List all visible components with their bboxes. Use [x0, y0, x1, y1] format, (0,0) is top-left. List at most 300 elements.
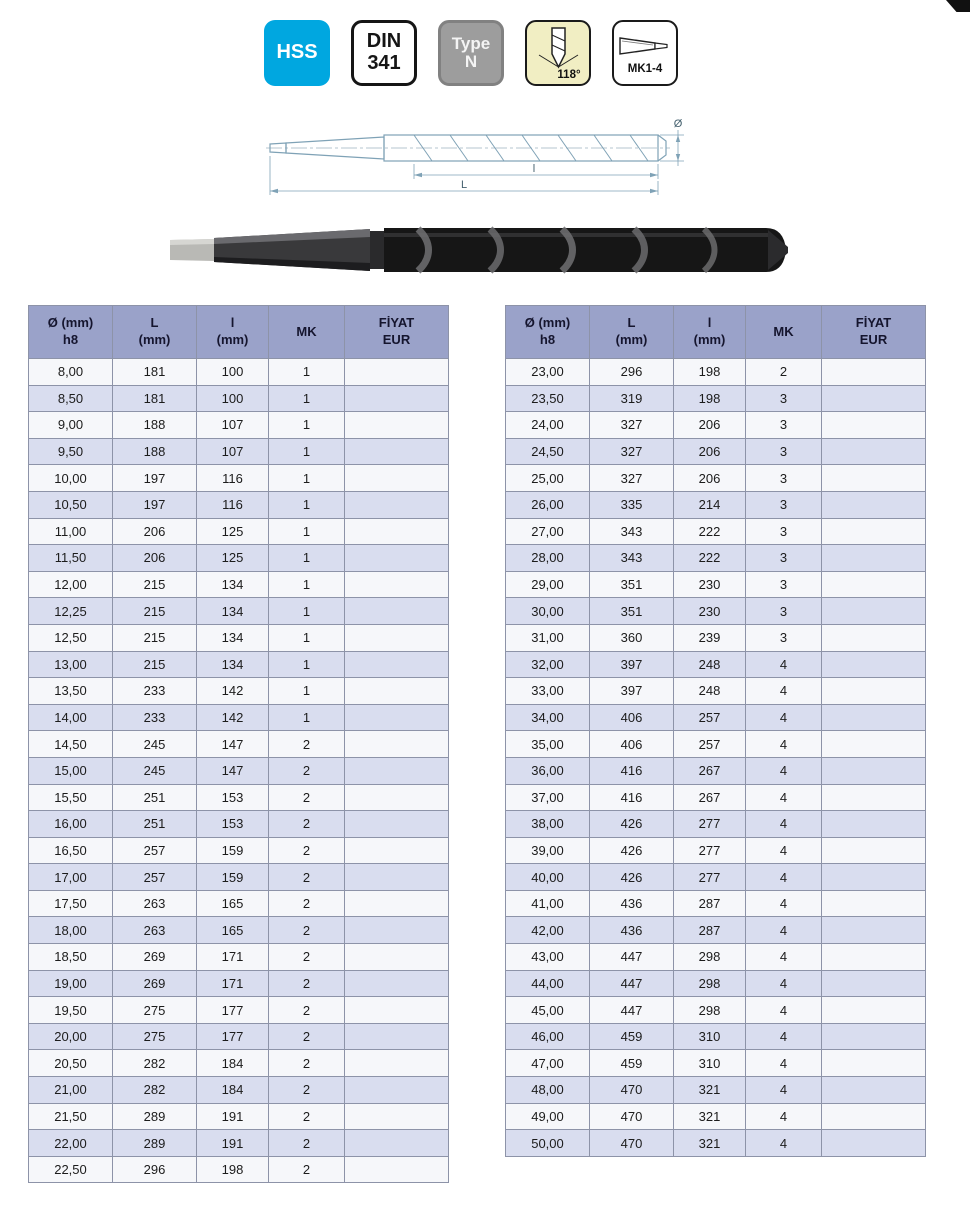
value-cell: 2	[269, 1050, 345, 1077]
value-cell: 134	[197, 598, 269, 625]
value-cell: 2	[269, 1156, 345, 1183]
value-cell: 4	[746, 1050, 822, 1077]
value-cell: 4	[746, 651, 822, 678]
value-cell: 1	[269, 385, 345, 412]
value-cell: 4	[746, 811, 822, 838]
value-cell: 351	[590, 598, 674, 625]
price-cell	[345, 917, 449, 944]
value-cell: 470	[590, 1103, 674, 1130]
table-row	[506, 571, 926, 598]
price-cell	[345, 1023, 449, 1050]
table-row	[506, 598, 926, 625]
value-cell: 447	[590, 944, 674, 971]
price-cell	[822, 917, 926, 944]
table-row	[29, 1023, 449, 1050]
size-table-left	[28, 305, 449, 1183]
value-cell: 45,00	[506, 997, 590, 1024]
value-cell: 3	[746, 412, 822, 439]
table-row	[29, 571, 449, 598]
value-cell: 257	[113, 864, 197, 891]
value-cell: 245	[113, 757, 197, 784]
value-cell: 360	[590, 624, 674, 651]
value-cell: 257	[674, 704, 746, 731]
price-cell	[345, 784, 449, 811]
badge-row	[264, 20, 678, 86]
value-cell: 12,00	[29, 571, 113, 598]
value-cell: 191	[197, 1130, 269, 1157]
price-cell	[822, 837, 926, 864]
table-row	[506, 385, 926, 412]
price-cell	[345, 624, 449, 651]
value-cell: 277	[674, 811, 746, 838]
table-row	[506, 917, 926, 944]
value-cell: 24,00	[506, 412, 590, 439]
value-cell: 248	[674, 678, 746, 705]
table-row	[29, 784, 449, 811]
table-row	[506, 1077, 926, 1104]
col-header-total-length: L (mm)	[113, 306, 197, 359]
table-row	[506, 837, 926, 864]
value-cell: 2	[269, 1130, 345, 1157]
value-cell: 2	[269, 890, 345, 917]
value-cell: 335	[590, 491, 674, 518]
type-n-badge	[438, 20, 504, 86]
value-cell: 275	[113, 997, 197, 1024]
price-cell	[822, 864, 926, 891]
table-row	[29, 1050, 449, 1077]
table-row	[29, 438, 449, 465]
value-cell: 1	[269, 545, 345, 572]
value-cell: 142	[197, 704, 269, 731]
table-row	[29, 864, 449, 891]
point-angle-label: 118°	[557, 69, 581, 81]
table-row	[506, 731, 926, 758]
table-row	[506, 704, 926, 731]
value-cell: 18,00	[29, 917, 113, 944]
price-cell	[822, 1103, 926, 1130]
value-cell: 3	[746, 571, 822, 598]
value-cell: 125	[197, 545, 269, 572]
value-cell: 397	[590, 651, 674, 678]
price-cell	[345, 518, 449, 545]
price-cell	[345, 704, 449, 731]
value-cell: 11,00	[29, 518, 113, 545]
value-cell: 191	[197, 1103, 269, 1130]
value-cell: 1	[269, 491, 345, 518]
price-cell	[822, 1050, 926, 1077]
din-341-badge	[351, 20, 417, 86]
value-cell: 12,50	[29, 624, 113, 651]
value-cell: 8,50	[29, 385, 113, 412]
value-cell: 343	[590, 545, 674, 572]
value-cell: 25,00	[506, 465, 590, 492]
value-cell: 287	[674, 890, 746, 917]
value-cell: 197	[113, 465, 197, 492]
table-row	[506, 412, 926, 439]
table-body-right	[506, 359, 926, 1157]
value-cell: 4	[746, 837, 822, 864]
price-cell	[822, 890, 926, 917]
value-cell: 181	[113, 385, 197, 412]
value-cell: 2	[269, 917, 345, 944]
price-cell	[822, 731, 926, 758]
value-cell: 134	[197, 624, 269, 651]
value-cell: 1	[269, 518, 345, 545]
value-cell: 22,00	[29, 1130, 113, 1157]
col-header-price: FİYAT EUR	[345, 306, 449, 359]
value-cell: 233	[113, 704, 197, 731]
value-cell: 436	[590, 890, 674, 917]
table-row	[29, 997, 449, 1024]
table-row	[506, 944, 926, 971]
table-header	[506, 306, 926, 359]
value-cell: 188	[113, 412, 197, 439]
price-cell	[822, 359, 926, 386]
value-cell: 2	[269, 837, 345, 864]
value-cell: 30,00	[506, 598, 590, 625]
value-cell: 177	[197, 1023, 269, 1050]
value-cell: 14,00	[29, 704, 113, 731]
value-cell: 263	[113, 917, 197, 944]
price-cell	[822, 465, 926, 492]
value-cell: 321	[674, 1103, 746, 1130]
col-header-flute-length: l (mm)	[197, 306, 269, 359]
value-cell: 4	[746, 917, 822, 944]
value-cell: 28,00	[506, 545, 590, 572]
price-cell	[822, 491, 926, 518]
value-cell: 159	[197, 837, 269, 864]
table-row	[29, 1103, 449, 1130]
price-cell	[345, 1130, 449, 1157]
value-cell: 215	[113, 571, 197, 598]
col-header-total-length: L (mm)	[590, 306, 674, 359]
value-cell: 22,50	[29, 1156, 113, 1183]
value-cell: 153	[197, 811, 269, 838]
value-cell: 4	[746, 704, 822, 731]
value-cell: 198	[197, 1156, 269, 1183]
value-cell: 4	[746, 731, 822, 758]
drill-point-icon	[528, 23, 588, 83]
value-cell: 2	[269, 1077, 345, 1104]
value-cell: 257	[674, 731, 746, 758]
price-cell	[345, 678, 449, 705]
value-cell: 134	[197, 651, 269, 678]
value-cell: 239	[674, 624, 746, 651]
value-cell: 4	[746, 890, 822, 917]
value-cell: 2	[269, 944, 345, 971]
value-cell: 436	[590, 917, 674, 944]
value-cell: 35,00	[506, 731, 590, 758]
value-cell: 263	[113, 890, 197, 917]
value-cell: 245	[113, 731, 197, 758]
value-cell: 46,00	[506, 1023, 590, 1050]
table-row	[29, 545, 449, 572]
value-cell: 8,00	[29, 359, 113, 386]
value-cell: 447	[590, 970, 674, 997]
value-cell: 206	[674, 412, 746, 439]
value-cell: 23,50	[506, 385, 590, 412]
value-cell: 206	[113, 545, 197, 572]
value-cell: 165	[197, 917, 269, 944]
flute-length-label: l	[532, 163, 536, 175]
value-cell: 3	[746, 624, 822, 651]
value-cell: 177	[197, 997, 269, 1024]
value-cell: 459	[590, 1050, 674, 1077]
drill-photo	[168, 210, 793, 295]
value-cell: 416	[590, 784, 674, 811]
table-row	[29, 624, 449, 651]
value-cell: 116	[197, 465, 269, 492]
price-cell	[822, 811, 926, 838]
price-cell	[822, 571, 926, 598]
value-cell: 159	[197, 864, 269, 891]
table-row	[29, 491, 449, 518]
size-table-right	[505, 305, 926, 1157]
table-row	[506, 1050, 926, 1077]
table-row	[29, 704, 449, 731]
table-row	[29, 465, 449, 492]
table-row	[29, 678, 449, 705]
value-cell: 1	[269, 651, 345, 678]
table-row	[506, 757, 926, 784]
value-cell: 1	[269, 359, 345, 386]
header-row	[29, 306, 449, 359]
value-cell: 426	[590, 864, 674, 891]
price-cell	[345, 757, 449, 784]
price-cell	[822, 438, 926, 465]
value-cell: 3	[746, 491, 822, 518]
value-cell: 310	[674, 1023, 746, 1050]
value-cell: 289	[113, 1103, 197, 1130]
table-row	[29, 811, 449, 838]
value-cell: 327	[590, 412, 674, 439]
value-cell: 9,00	[29, 412, 113, 439]
price-cell	[345, 598, 449, 625]
price-cell	[822, 412, 926, 439]
value-cell: 20,00	[29, 1023, 113, 1050]
value-cell: 2	[269, 731, 345, 758]
din-badge-line1: DIN	[366, 30, 402, 53]
value-cell: 17,50	[29, 890, 113, 917]
value-cell: 470	[590, 1077, 674, 1104]
value-cell: 13,50	[29, 678, 113, 705]
price-cell	[345, 1156, 449, 1183]
table-row	[506, 997, 926, 1024]
value-cell: 215	[113, 624, 197, 651]
table-row	[506, 970, 926, 997]
value-cell: 197	[113, 491, 197, 518]
value-cell: 2	[269, 970, 345, 997]
price-cell	[822, 970, 926, 997]
value-cell: 23,00	[506, 359, 590, 386]
price-cell	[822, 784, 926, 811]
value-cell: 11,50	[29, 545, 113, 572]
value-cell: 277	[674, 837, 746, 864]
value-cell: 2	[269, 1103, 345, 1130]
hss-badge-label: HSS	[276, 41, 318, 64]
value-cell: 184	[197, 1077, 269, 1104]
value-cell: 36,00	[506, 757, 590, 784]
value-cell: 251	[113, 784, 197, 811]
value-cell: 1	[269, 465, 345, 492]
value-cell: 171	[197, 944, 269, 971]
value-cell: 142	[197, 678, 269, 705]
value-cell: 4	[746, 970, 822, 997]
value-cell: 327	[590, 465, 674, 492]
price-cell	[822, 1130, 926, 1157]
value-cell: 397	[590, 678, 674, 705]
table-row	[506, 1023, 926, 1050]
value-cell: 125	[197, 518, 269, 545]
table-row	[506, 518, 926, 545]
price-cell	[345, 1077, 449, 1104]
value-cell: 1	[269, 412, 345, 439]
value-cell: 2	[269, 864, 345, 891]
table-row	[29, 412, 449, 439]
value-cell: 3	[746, 438, 822, 465]
price-cell	[822, 997, 926, 1024]
price-cell	[822, 1077, 926, 1104]
value-cell: 33,00	[506, 678, 590, 705]
value-cell: 4	[746, 784, 822, 811]
value-cell: 2	[269, 1023, 345, 1050]
value-cell: 319	[590, 385, 674, 412]
value-cell: 32,00	[506, 651, 590, 678]
price-cell	[822, 1023, 926, 1050]
value-cell: 406	[590, 731, 674, 758]
price-cell	[822, 385, 926, 412]
table-row	[506, 811, 926, 838]
value-cell: 107	[197, 438, 269, 465]
table-row	[29, 385, 449, 412]
value-cell: 10,50	[29, 491, 113, 518]
value-cell: 3	[746, 518, 822, 545]
value-cell: 447	[590, 997, 674, 1024]
col-header-morse-taper: MK	[746, 306, 822, 359]
value-cell: 267	[674, 784, 746, 811]
table-row	[29, 518, 449, 545]
table-row	[506, 1103, 926, 1130]
value-cell: 47,00	[506, 1050, 590, 1077]
value-cell: 26,00	[506, 491, 590, 518]
value-cell: 1	[269, 624, 345, 651]
diameter-label: Ø	[673, 118, 683, 130]
technical-drawing	[266, 118, 696, 209]
value-cell: 2	[269, 784, 345, 811]
value-cell: 351	[590, 571, 674, 598]
table-row	[29, 890, 449, 917]
value-cell: 10,00	[29, 465, 113, 492]
value-cell: 21,50	[29, 1103, 113, 1130]
value-cell: 2	[269, 997, 345, 1024]
value-cell: 15,00	[29, 757, 113, 784]
table-row	[29, 1077, 449, 1104]
price-cell	[822, 518, 926, 545]
value-cell: 198	[674, 385, 746, 412]
value-cell: 15,50	[29, 784, 113, 811]
table-row	[506, 359, 926, 386]
value-cell: 206	[113, 518, 197, 545]
drill-outline-drawing	[266, 118, 696, 204]
value-cell: 275	[113, 1023, 197, 1050]
price-cell	[345, 997, 449, 1024]
value-cell: 13,00	[29, 651, 113, 678]
value-cell: 230	[674, 571, 746, 598]
price-cell	[345, 412, 449, 439]
value-cell: 100	[197, 385, 269, 412]
value-cell: 1	[269, 598, 345, 625]
value-cell: 9,50	[29, 438, 113, 465]
price-cell	[822, 944, 926, 971]
table-body-left	[29, 359, 449, 1183]
value-cell: 34,00	[506, 704, 590, 731]
value-cell: 296	[590, 359, 674, 386]
table-row	[506, 864, 926, 891]
value-cell: 222	[674, 518, 746, 545]
value-cell: 39,00	[506, 837, 590, 864]
value-cell: 184	[197, 1050, 269, 1077]
price-cell	[345, 651, 449, 678]
value-cell: 165	[197, 890, 269, 917]
value-cell: 18,50	[29, 944, 113, 971]
table-row	[506, 545, 926, 572]
value-cell: 50,00	[506, 1130, 590, 1157]
price-cell	[345, 491, 449, 518]
value-cell: 269	[113, 944, 197, 971]
value-cell: 416	[590, 757, 674, 784]
price-cell	[345, 465, 449, 492]
value-cell: 230	[674, 598, 746, 625]
value-cell: 406	[590, 704, 674, 731]
value-cell: 20,50	[29, 1050, 113, 1077]
value-cell: 19,50	[29, 997, 113, 1024]
value-cell: 321	[674, 1077, 746, 1104]
value-cell: 310	[674, 1050, 746, 1077]
value-cell: 1	[269, 571, 345, 598]
table-row	[29, 731, 449, 758]
col-header-morse-taper: MK	[269, 306, 345, 359]
value-cell: 426	[590, 811, 674, 838]
table-row	[506, 624, 926, 651]
value-cell: 206	[674, 438, 746, 465]
value-cell: 17,00	[29, 864, 113, 891]
value-cell: 27,00	[506, 518, 590, 545]
drill-photo-image	[168, 210, 793, 290]
table-row	[29, 359, 449, 386]
value-cell: 287	[674, 917, 746, 944]
col-header-diameter: Ø (mm) h8	[29, 306, 113, 359]
value-cell: 269	[113, 970, 197, 997]
value-cell: 282	[113, 1050, 197, 1077]
value-cell: 14,50	[29, 731, 113, 758]
value-cell: 327	[590, 438, 674, 465]
value-cell: 40,00	[506, 864, 590, 891]
value-cell: 289	[113, 1130, 197, 1157]
price-cell	[345, 545, 449, 572]
total-length-label: L	[460, 179, 468, 191]
value-cell: 267	[674, 757, 746, 784]
value-cell: 19,00	[29, 970, 113, 997]
value-cell: 44,00	[506, 970, 590, 997]
value-cell: 181	[113, 359, 197, 386]
hss-badge	[264, 20, 330, 86]
price-cell	[345, 571, 449, 598]
value-cell: 3	[746, 465, 822, 492]
price-cell	[345, 837, 449, 864]
table-row	[29, 837, 449, 864]
value-cell: 215	[113, 651, 197, 678]
table-row	[506, 438, 926, 465]
